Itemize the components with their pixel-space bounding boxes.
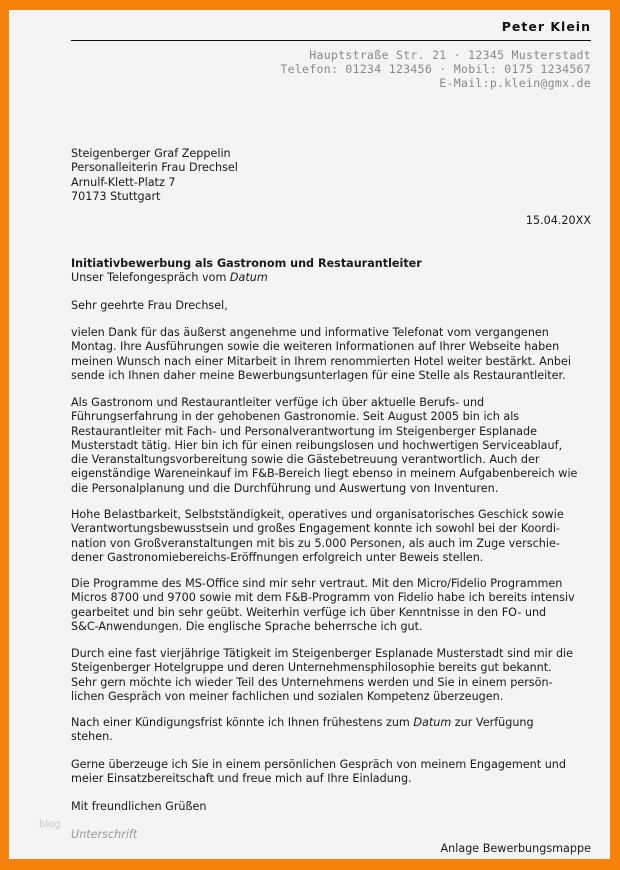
date-placeholder: Datum <box>229 271 268 285</box>
subject-block <box>71 257 422 286</box>
watermark: blog <box>39 819 61 830</box>
availability-paragraph: Nach einer Kündigungsfrist könnte ich Ihnen frühestens zum Datum zur Verfügung stehen. <box>71 716 534 744</box>
date-placeholder: Datum <box>413 716 452 729</box>
attachment-note: Anlage Bewerbungsmappe <box>440 842 591 855</box>
signature-placeholder: Unterschrift <box>71 828 138 841</box>
paragraph-5: Durch eine fast vierjährige Tätigkeit im Steigenberger Esplanade Musterstadt sind mir die Steigenberger Hotelgruppe und deren Unternehmensphilosophie bereits gut bekannt. Sehr gern möchte ich wieder Teil des Unternehmens werden und Sie in einem persön- lichen Gespräch von meiner fachlichen und sozialen Kompetenz überzeugen. <box>71 647 574 703</box>
subject-title: Initiativbewerbung als Gastronom und Restaurantleiter <box>71 257 422 270</box>
header-divider <box>71 40 591 41</box>
subject-reference: Unser Telefongespräch vom Datum <box>71 271 268 285</box>
salutation: Sehr geehrte Frau Drechsel, <box>71 299 228 312</box>
sender-name: Peter Klein <box>501 19 591 34</box>
recipient-line: 70173 Stuttgart <box>71 189 161 203</box>
recipient-line: Personalleiterin Frau Drechsel <box>71 161 238 175</box>
recipient-line: Arnulf-Klett-Platz 7 <box>71 175 176 189</box>
paragraph-4: Die Programme des MS-Office sind mir sehr vertraut. Mit den Micro/Fidelio Programmen Micros 8700 und 9700 sowie mit dem F&B-Programm von Fidelio habe ich bereits intensiv gearbeitet und bin sehr geübt. Weiterhin verfüge ich über Kenntnisse in den FO- und S&C-Anwendungen. Die englische Sprache beherrsche ich gut. <box>71 577 575 633</box>
paragraph-2: Als Gastronom und Restaurantleiter verfüge ich über aktuelle Berufs- und Führungserfahrung in der gehobenen Gastronomie. Seit August 2005 bin ich als Restaurantleiter mit Fach- und Personalverantwortung im Steigenberger Esplanade Musterstadt tätig. Hier bin ich für einen reibungslosen und hochwertigen Serviceablauf, die Veranstaltungsvorbereitung sowie die Gästebetreuung verantwortlich. Auch der eigenständige Wareneinkauf im F&B-Bereich liegt ebenso in meinem Aufgabenbereich wie die Personalplanung und die Durchführung und Auswertung von Inventuren. <box>71 396 578 495</box>
closing-paragraph: Gerne überzeuge ich Sie in einem persönlichen Gespräch von meinem Engagement und meier Einsatzbereitschaft und freue mich auf Ihre Einladung. <box>71 758 566 786</box>
paragraph-3: Hohe Belastbarkeit, Selbstständigkeit, operatives und organisatorisches Geschick sowie Verantwortungsbewusstsein und großes Engagement konnte ich sowohl bei der Koordi- nation von Großveranstaltungen mit bis zu 5.000 Personen, als auch im Zuge verschie- dener Gastronomiebereichs-Eröffnungen erfolgreich unter Beweis stellen. <box>71 508 564 564</box>
sender-email: E-Mail:p.klein@gmx.de <box>439 76 591 90</box>
sender-phone: Telefon: 01234 123456 · Mobil: 0175 1234567 <box>280 62 591 76</box>
sender-address: Hauptstraße Str. 21 · 12345 Musterstadt <box>309 48 591 62</box>
closing-greeting: Mit freundlichen Grüßen <box>71 800 207 813</box>
letter-page <box>9 10 610 859</box>
paragraph-1: vielen Dank für das äußerst angenehme und informative Telefonat vom vergangenen Montag. Ihre Ausführungen sowie die weiteren Informationen auf Ihrer Webseite haben meinen Wunsch nach einer Mitarbeit in Ihrem renommierten Hotel weiter bestärkt. Anbei sende ich Ihnen daher meine Bewerbungsunterlagen für eine Stelle als Restaurantleiter. <box>71 326 572 382</box>
recipient-line: Steigenberger Graf Zeppelin <box>71 147 231 160</box>
letter-date: 15.04.20XX <box>525 214 591 227</box>
recipient-address <box>71 147 238 204</box>
sender-contact <box>280 48 591 90</box>
